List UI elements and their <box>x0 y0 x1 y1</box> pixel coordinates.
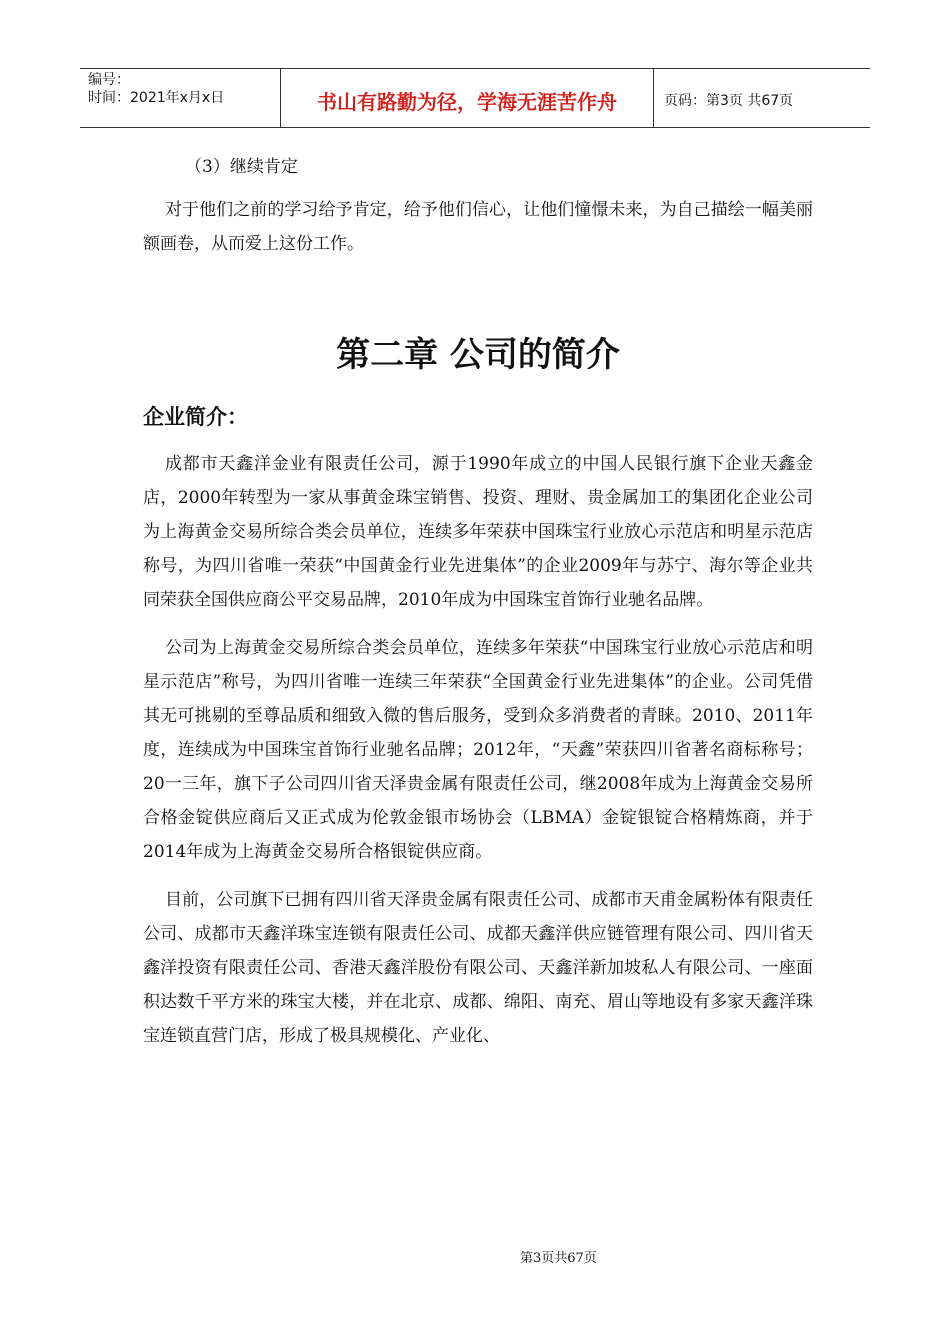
header-motto: 书山有路勤为径，学海无涯苦作舟 <box>281 69 654 127</box>
paragraph-company-origin: 成都市天鑫洋金业有限责任公司，源于1990年成立的中国人民银行旗下企业天鑫金店，2000年转型为一家从事黄金珠宝销售、投资、理财、贵金属加工的集团化企业公司为上海黄金交易所综合类会员单位，连续多年荣获中国珠宝行业放心示范店和明星示范店称号，为四川省唯一荣获“中国黄金行业先进集体”的企业2009年与苏宁、海尔等企业共同荣获全国供应商公平交易品牌，2010年成为中国珠宝首饰行业驰名品牌。 <box>143 454 813 610</box>
header-page-label: 页码：第3页 共67页 <box>664 93 794 109</box>
subsection-heading: （3）继续肯定 <box>185 157 298 177</box>
header-date-label: 时间：2021年x月x日 <box>88 90 225 106</box>
paragraph-company-honors: 公司为上海黄金交易所综合类会员单位，连续多年荣获“中国珠宝行业放心示范店和明星示范店”称号，为四川省唯一连续三年荣获“全国黄金行业先进集体”的企业。公司凭借其无可挑剔的至尊品质和细致入微的售后服务，受到众多消费者的青睐。2010、2011年度，连续成为中国珠宝首饰行业驰名品牌；2012年，“天鑫”荣获四川省著名商标称号；20一三年，旗下子公司四川省天泽贵金属有限责任公司，继2008年成为上海黄金交易所合格金锭供应商后又正式成为伦敦金银市场协会（LBMA）金锭银锭合格精炼商，并于2014年成为上海黄金交易所合格银锭供应商。 <box>143 638 813 862</box>
paragraph-company-subsidiaries: 目前，公司旗下已拥有四川省天泽贵金属有限责任公司、成都市天甫金属粉体有限责任公司、成都市天鑫洋珠宝连锁有限责任公司、成都天鑫洋供应链管理有限公司、四川省天鑫洋投资有限责任公司、香港天鑫洋股份有限公司、天鑫洋新加坡私人有限公司、一座面积达数千平方米的珠宝大楼，并在北京、成都、绵阳、南充、眉山等地设有多家天鑫洋珠宝连锁直营门店，形成了极具规模化、产业化、 <box>143 890 813 1046</box>
header-meta <box>80 69 281 127</box>
document-body <box>143 148 813 1067</box>
page-footer: 第3页共67页 <box>520 1251 597 1266</box>
page-header <box>80 68 870 128</box>
section-title: 企业简介： <box>143 405 248 429</box>
header-number-label: 编号： <box>88 72 130 88</box>
chapter-title: 第二章 公司的简介 <box>336 335 620 375</box>
paragraph-affirmation: 对于他们之前的学习给予肯定，给予他们信心，让他们憧憬未来，为自己描绘一幅美丽额画卷，从而爱上这份工作。 <box>143 200 813 254</box>
